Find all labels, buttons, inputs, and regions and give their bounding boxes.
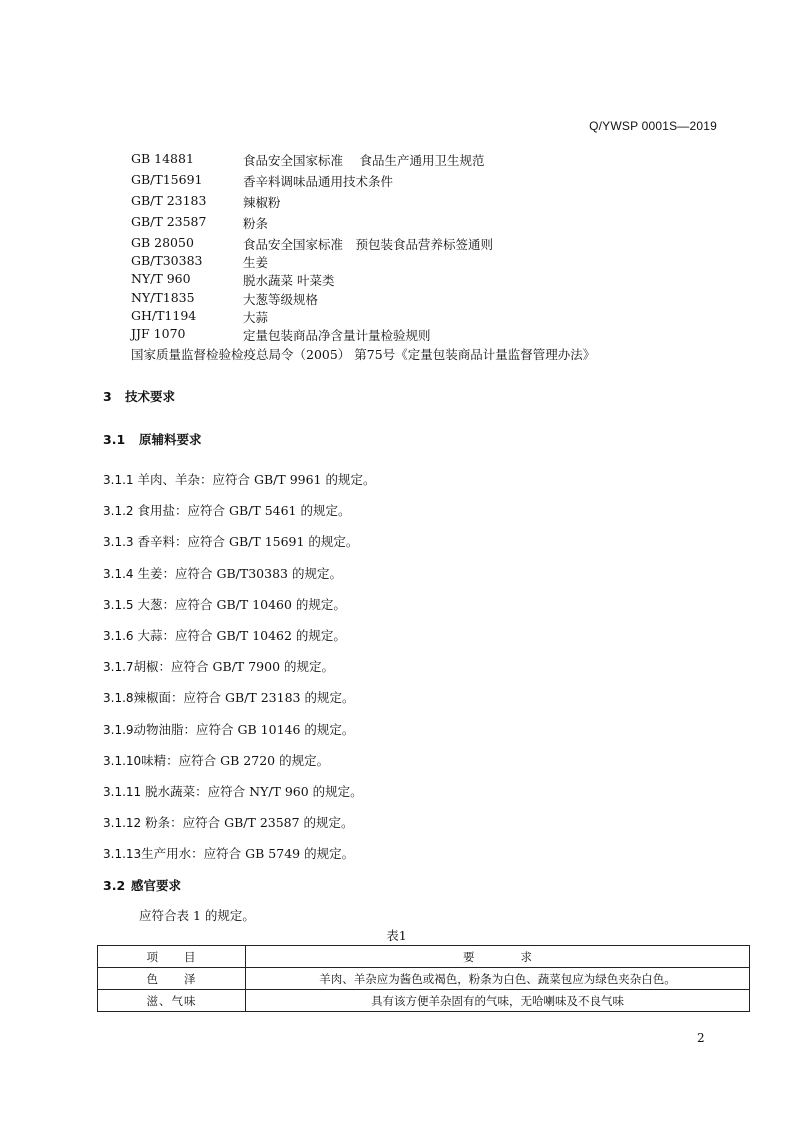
item-text: 食用盐：应符合 GB/T 5461 的规定。	[137, 503, 351, 518]
item-number: 3.1.6	[103, 629, 134, 643]
requirement-item	[103, 626, 346, 644]
item-text: 辣椒面：应符合 GB/T 23183 的规定。	[133, 690, 355, 705]
requirement-item	[103, 501, 350, 519]
item-number: 3.1.2	[103, 504, 134, 518]
item-number: 3.1.1	[103, 473, 134, 487]
section-title: 技术要求	[125, 389, 176, 404]
table-cell: 羊肉、羊杂应为酱色或褐色，粉条为白色、蔬菜包应为绿色夹杂白色。	[246, 968, 750, 990]
item-text: 胡椒：应符合 GB/T 7900 的规定。	[133, 659, 334, 674]
item-text: 大蒜：应符合 GB/T 10462 的规定。	[137, 628, 346, 643]
requirement-item	[103, 751, 329, 769]
item-text: 粉条：应符合 GB/T 23587 的规定。	[145, 815, 354, 830]
page-number: 2	[697, 1031, 705, 1045]
reference-code: GH/T1194	[131, 308, 197, 323]
requirement-item	[103, 844, 354, 862]
item-number: 3.1.10	[103, 754, 142, 768]
requirement-item	[103, 688, 354, 706]
table-cell: 色 泽	[98, 968, 246, 990]
table-row	[98, 968, 750, 990]
reference-title: 定量包装商品净含量计量检验规则	[243, 328, 431, 343]
section-number: 3.2	[103, 878, 126, 893]
reference-title: 食品安全国家标准 食品生产通用卫生规范	[243, 153, 485, 168]
sensory-requirements-table	[97, 945, 750, 1012]
reference-code: GB/T 23587	[131, 214, 207, 229]
item-number: 3.1.13	[103, 847, 142, 861]
table-header-cell: 项 目	[98, 946, 246, 968]
section-title: 感官要求	[131, 878, 182, 893]
reference-code: NY/T1835	[131, 290, 195, 305]
reference-title: 脱水蔬菜 叶菜类	[243, 273, 335, 288]
reference-code: GB/T15691	[131, 172, 203, 187]
item-text: 动物油脂：应符合 GB 10146 的规定。	[133, 722, 355, 737]
document-code: Q/YWSP 0001S—2019	[589, 119, 717, 133]
table-header-row	[98, 946, 750, 968]
item-number: 3.1.11	[103, 785, 142, 799]
reference-full-text: 国家质量监督检验检疫总局令（2005） 第75号《定量包装商品计量监督管理办法》	[131, 347, 596, 362]
section-heading-3-1	[103, 430, 202, 448]
section-paragraph: 应符合表 1 的规定。	[139, 908, 255, 923]
reference-code: GB/T 23183	[131, 193, 207, 208]
reference-title: 香辛料调味品通用技术条件	[243, 174, 394, 189]
item-text: 味精：应符合 GB 2720 的规定。	[141, 753, 330, 768]
table-header-cell: 要 求	[246, 946, 750, 968]
reference-title: 生姜	[243, 255, 269, 270]
item-text: 生产用水：应符合 GB 5749 的规定。	[141, 846, 355, 861]
item-text: 香辛料：应符合 GB/T 15691 的规定。	[137, 534, 359, 549]
reference-code: JJF 1070	[131, 326, 186, 341]
requirement-item	[103, 470, 375, 488]
requirement-item	[103, 564, 342, 582]
reference-title: 粉条	[243, 216, 269, 231]
reference-code: NY/T 960	[131, 271, 191, 286]
item-number: 3.1.8	[103, 691, 134, 705]
reference-title: 食品安全国家标准 预包装食品营养标签通则	[243, 237, 494, 252]
section-heading-3	[103, 387, 175, 405]
section-heading-3-2	[103, 876, 181, 894]
item-text: 大葱：应符合 GB/T 10460 的规定。	[137, 597, 346, 612]
table-cell: 具有该方便羊杂固有的气味，无哈喇味及不良气味	[246, 990, 750, 1012]
reference-title: 大蒜	[243, 310, 269, 325]
requirement-item	[103, 657, 334, 675]
item-text: 脱水蔬菜：应符合 NY/T 960 的规定。	[145, 784, 363, 799]
item-number: 3.1.9	[103, 723, 134, 737]
section-number: 3	[103, 389, 112, 404]
requirement-item	[103, 595, 346, 613]
requirement-item	[103, 782, 363, 800]
table-cell: 滋、气味	[98, 990, 246, 1012]
table-row	[98, 990, 750, 1012]
table-caption: 表1	[386, 928, 407, 943]
item-text: 羊肉、羊杂：应符合 GB/T 9961 的规定。	[137, 472, 376, 487]
reference-title: 辣椒粉	[243, 195, 281, 210]
section-title: 原辅料要求	[139, 432, 202, 447]
reference-code: GB/T30383	[131, 253, 203, 268]
requirement-item	[103, 720, 354, 738]
section-number: 3.1	[103, 432, 126, 447]
requirement-item	[103, 532, 358, 550]
requirement-item	[103, 813, 354, 831]
reference-code: GB 28050	[131, 235, 194, 250]
item-text: 生姜：应符合 GB/T30383 的规定。	[137, 566, 342, 581]
item-number: 3.1.3	[103, 535, 134, 549]
reference-title: 大葱等级规格	[243, 292, 319, 307]
item-number: 3.1.5	[103, 598, 134, 612]
item-number: 3.1.7	[103, 660, 134, 674]
reference-code: GB 14881	[131, 151, 194, 166]
item-number: 3.1.4	[103, 567, 134, 581]
item-number: 3.1.12	[103, 816, 142, 830]
